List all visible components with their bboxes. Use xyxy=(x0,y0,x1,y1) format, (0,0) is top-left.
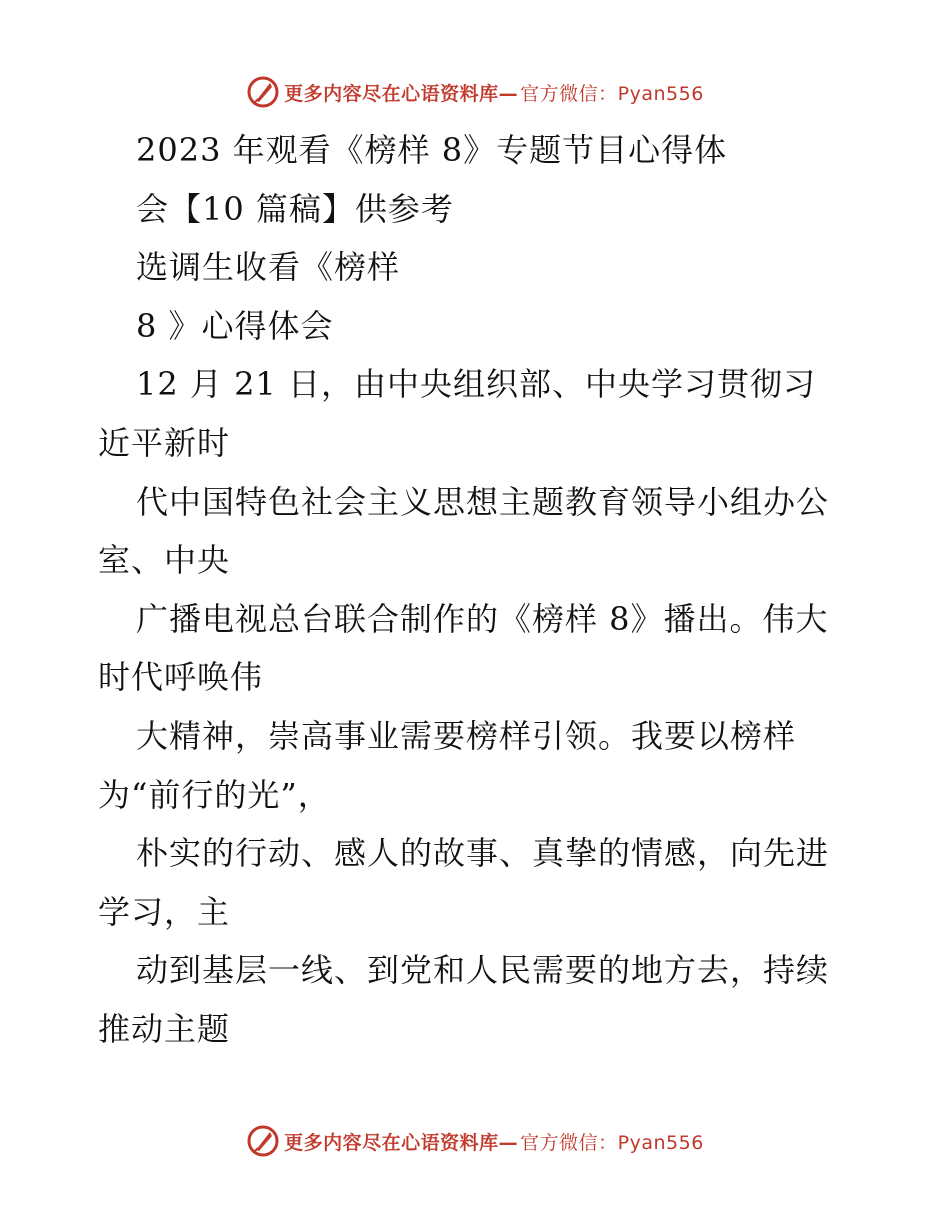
paragraph-line: 12 月 21 日，由中央组织部、中央学习贯彻习 xyxy=(136,365,816,404)
paragraph-line: 朴实的行动、感人的故事、真挚的情感，向先进 xyxy=(136,834,830,873)
paragraph-line: 代中国特色社会主义思想主题教育领导小组办公 xyxy=(136,482,830,521)
paragraph-line: 学习，主 xyxy=(98,892,231,931)
title-line-2: 会【10 篇稿】供参考 xyxy=(136,189,454,228)
footer-banner-text: 更多内容尽在心语资料库— xyxy=(284,1131,519,1154)
header-banner-wechat: 官方微信：Pyan556 xyxy=(520,82,704,105)
title-line-1: 2023 年观看《榜样 8》专题节目心得体 xyxy=(136,131,728,169)
feather-pen-logo-icon xyxy=(246,75,280,109)
subtitle-line-1: 选调生收看《榜样 xyxy=(136,248,401,287)
feather-pen-logo-icon xyxy=(246,1124,280,1158)
document-body xyxy=(98,121,858,1059)
paragraph-line: 广播电视总台联合制作的《榜样 8》播出。伟大 xyxy=(136,599,829,638)
subtitle-line-2: 8 》心得体会 xyxy=(136,306,334,345)
paragraph-line: 大精神，崇高事业需要榜样引领。我要以榜样 xyxy=(136,716,797,755)
paragraph-line: 时代呼唤伟 xyxy=(98,658,264,697)
paragraph-line: 室、中央 xyxy=(98,541,231,580)
footer-banner-wechat: 官方微信：Pyan556 xyxy=(520,1131,704,1154)
footer-banner xyxy=(0,1121,950,1161)
paragraph-line: 近平新时 xyxy=(98,423,231,462)
paragraph-line: 推动主题 xyxy=(98,1009,231,1048)
header-banner xyxy=(0,72,950,112)
paragraph-line: 为“前行的光”， xyxy=(98,775,331,814)
header-banner-text: 更多内容尽在心语资料库— xyxy=(284,82,519,105)
paragraph-line: 动到基层一线、到党和人民需要的地方去，持续 xyxy=(136,951,830,990)
